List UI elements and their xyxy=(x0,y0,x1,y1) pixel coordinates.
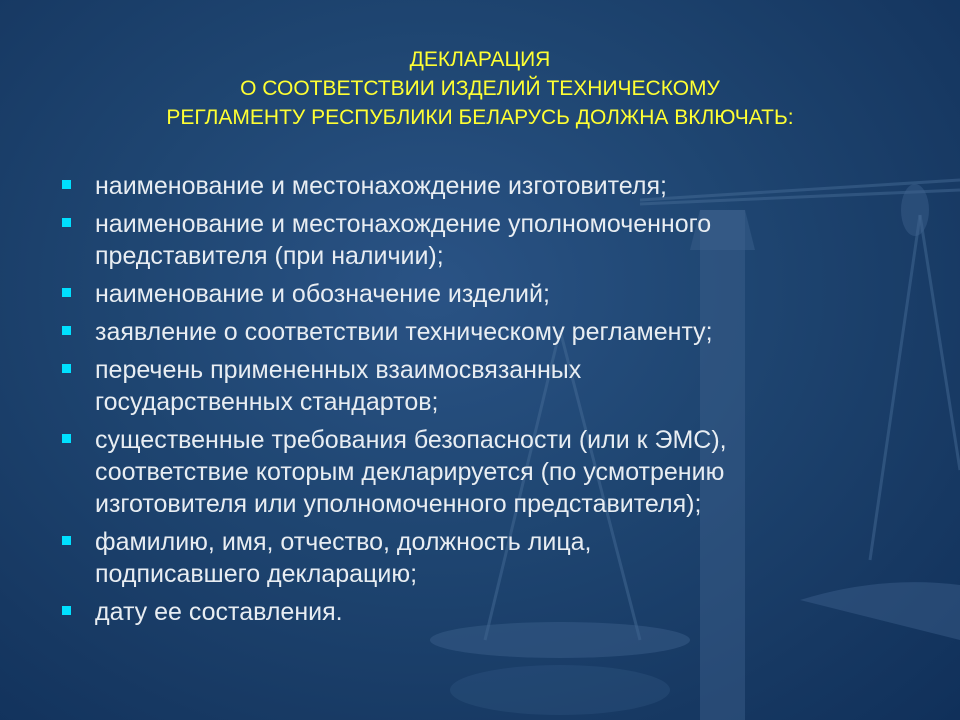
square-bullet-icon xyxy=(62,180,71,189)
list-item-line: наименование и местонахождение изготовителя; xyxy=(95,172,667,200)
list-item xyxy=(55,424,925,520)
requirements-list xyxy=(55,170,925,634)
square-bullet-icon xyxy=(62,434,71,443)
list-item-line: государственных стандартов; xyxy=(95,388,439,416)
list-item-line: представителя (при наличии); xyxy=(95,242,444,270)
list-item xyxy=(55,316,925,348)
list-item-line: изготовителя или уполномоченного представителя); xyxy=(95,490,702,518)
list-item-line: фамилию, имя, отчество, должность лица, xyxy=(95,528,592,556)
list-item xyxy=(55,208,925,272)
square-bullet-icon xyxy=(62,364,71,373)
list-item-line: перечень примененных взаимосвязанных xyxy=(95,356,582,384)
list-item xyxy=(55,526,925,590)
square-bullet-icon xyxy=(62,326,71,335)
title-line-2: О СООТВЕТСТВИИ ИЗДЕЛИЙ ТЕХНИЧЕСКОМУ xyxy=(240,77,720,100)
list-item xyxy=(55,596,925,628)
slide-title xyxy=(40,45,920,132)
list-item-line: заявление о соответствии техническому регламенту; xyxy=(95,318,713,346)
list-item-line: наименование и местонахождение уполномоченного xyxy=(95,210,712,238)
list-item-line: соответствие которым декларируется (по усмотрению xyxy=(95,458,725,486)
list-item xyxy=(55,354,925,418)
list-item-line: дату ее составления. xyxy=(95,598,343,626)
square-bullet-icon xyxy=(62,218,71,227)
list-item-line: существенные требования безопасности (или к ЭМС), xyxy=(95,426,727,454)
square-bullet-icon xyxy=(62,536,71,545)
list-item-line: наименование и обозначение изделий; xyxy=(95,280,550,308)
title-line-3: РЕГЛАМЕНТУ РЕСПУБЛИКИ БЕЛАРУСЬ ДОЛЖНА ВКЛЮЧАТЬ: xyxy=(166,106,794,129)
list-item xyxy=(55,278,925,310)
title-line-1: ДЕКЛАРАЦИЯ xyxy=(409,48,551,71)
list-item xyxy=(55,170,925,202)
square-bullet-icon xyxy=(62,288,71,297)
square-bullet-icon xyxy=(62,606,71,615)
list-item-line: подписавшего декларацию; xyxy=(95,560,418,588)
